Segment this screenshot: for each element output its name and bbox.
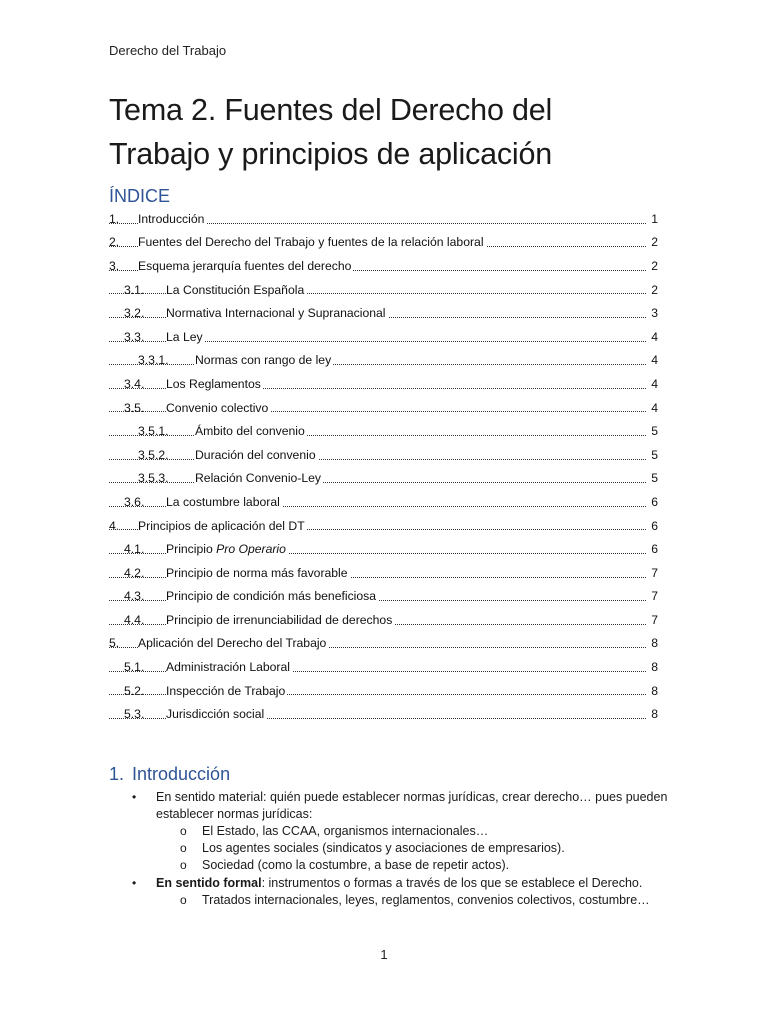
toc-entry[interactable] <box>109 372 658 396</box>
toc-entry-number: 3.3. <box>124 329 145 344</box>
toc-entry-number: 3.1. <box>124 282 145 297</box>
toc-entry-number: 4. <box>109 518 120 533</box>
toc-entry-page-number: 1 <box>651 211 658 226</box>
toc-entry-page-number: 4 <box>651 329 658 344</box>
sub-bullet-item <box>156 840 670 857</box>
toc-entry-page-number: 3 <box>651 306 658 321</box>
toc-entry[interactable] <box>109 207 658 231</box>
toc-entry-page-number: 2 <box>651 282 658 297</box>
toc-entry-label-text: Duración del convenio <box>195 447 316 462</box>
toc-entry[interactable] <box>109 231 658 255</box>
toc-entry[interactable] <box>109 585 658 609</box>
toc-entry-label[interactable] <box>138 636 328 650</box>
toc-entry-label-text: Introducción <box>138 211 205 226</box>
bullet-item <box>130 789 670 874</box>
toc-entry-number: 3.5.1. <box>138 424 169 439</box>
table-of-contents <box>109 207 658 726</box>
toc-entry-label[interactable] <box>195 448 318 462</box>
bullet-icon: • <box>132 876 137 890</box>
toc-entry-label[interactable] <box>166 660 292 674</box>
toc-entry-number: 4.1. <box>124 542 145 557</box>
title-line-2: Trabajo y principios de aplicación <box>109 137 553 171</box>
page-title <box>109 88 669 176</box>
toc-entry-label-text: Normas con rango de ley <box>195 353 332 368</box>
toc-entry[interactable] <box>109 632 658 656</box>
sub-bullet-list <box>156 823 670 874</box>
toc-entry-number: 3.2. <box>124 306 145 321</box>
bullet-item <box>130 875 670 909</box>
toc-entry-number: 5.2. <box>124 683 145 698</box>
toc-entry-label-text: Principio de irrenunciabilidad de derechos <box>166 612 393 627</box>
toc-entry-number: 3.5. <box>124 400 145 415</box>
introduction-bullet-list <box>130 789 670 910</box>
toc-entry-label-text: Principio <box>166 542 217 557</box>
toc-entry-label-text: Normativa Internacional y Supranacional <box>166 306 386 321</box>
toc-entry-label-text: Los Reglamentos <box>166 376 261 391</box>
bullet-icon: • <box>132 790 137 804</box>
toc-entry-number: 4.3. <box>124 589 145 604</box>
toc-entry-label-text: La costumbre laboral <box>166 494 280 509</box>
bullet-text: En sentido material: quién puede establecer normas jurídicas, crear derecho… pues pueden establecer normas jurídicas: <box>156 790 668 821</box>
toc-entry-label[interactable] <box>166 566 350 580</box>
toc-entry-label[interactable] <box>166 613 394 627</box>
toc-entry-label[interactable] <box>166 542 288 556</box>
toc-entry-number: 3.5.2. <box>138 447 169 462</box>
toc-entry-page-number: 8 <box>651 683 658 698</box>
sub-bullet-text: Los agentes sociales (sindicatos y asociaciones de empresarios). <box>202 841 565 855</box>
section-heading-introduccion <box>109 764 230 785</box>
sub-bullet-list <box>156 892 670 909</box>
toc-entry-label[interactable] <box>138 519 307 533</box>
toc-entry-label[interactable] <box>166 707 266 721</box>
toc-entry-page-number: 7 <box>651 589 658 604</box>
toc-entry-page-number: 2 <box>651 258 658 273</box>
sub-bullet-text: Tratados internacionales, leyes, reglamentos, convenios colectivos, costumbre… <box>202 893 650 907</box>
toc-entry-label-text: Convenio colectivo <box>166 400 269 415</box>
sub-bullet-text: El Estado, las CCAA, organismos internacionales… <box>202 824 489 838</box>
bullet-text: : instrumentos o formas a través de los que se establece el Derecho. <box>261 876 643 890</box>
toc-entry[interactable] <box>109 349 658 373</box>
toc-entry-page-number: 6 <box>651 518 658 533</box>
toc-entry-number: 4.4. <box>124 612 145 627</box>
toc-entry-page-number: 8 <box>651 660 658 675</box>
toc-entry-page-number: 4 <box>651 400 658 415</box>
toc-entry-number: 3.5.3. <box>138 471 169 486</box>
toc-dot-leader <box>109 364 646 365</box>
section-title: Introducción <box>132 764 231 784</box>
sub-bullet-item <box>156 823 670 840</box>
toc-entry[interactable] <box>109 325 658 349</box>
toc-entry-label-text: Esquema jerarquía fuentes del derecho <box>138 258 352 273</box>
toc-entry-page-number: 4 <box>651 353 658 368</box>
toc-entry-page-number: 5 <box>651 447 658 462</box>
toc-entry[interactable] <box>109 655 658 679</box>
toc-entry-number: 3.6. <box>124 494 145 509</box>
toc-entry-number: 3. <box>109 258 120 273</box>
circle-bullet-icon: o <box>180 858 187 872</box>
toc-entry[interactable] <box>109 702 658 726</box>
toc-entry-label-text: Ámbito del convenio <box>195 424 305 439</box>
toc-entry-label-text: Jurisdicción social <box>166 707 265 722</box>
toc-entry-page-number: 7 <box>651 565 658 580</box>
sub-bullet-text: Sociedad (como la costumbre, a base de repetir actos). <box>202 858 510 872</box>
toc-entry[interactable] <box>109 679 658 703</box>
circle-bullet-icon: o <box>180 841 187 855</box>
toc-entry-label[interactable] <box>166 377 263 391</box>
toc-entry-label-text: Fuentes del Derecho del Trabajo y fuentes de la relación laboral <box>138 235 484 250</box>
toc-entry-label-italic: Pro Operario <box>216 542 286 557</box>
toc-entry[interactable] <box>109 514 658 538</box>
toc-entry-label[interactable] <box>166 283 306 297</box>
toc-entry-page-number: 2 <box>651 235 658 250</box>
toc-entry-page-number: 5 <box>651 471 658 486</box>
toc-entry[interactable] <box>109 537 658 561</box>
toc-entry-label[interactable] <box>138 235 486 249</box>
toc-entry[interactable] <box>109 443 658 467</box>
toc-entry[interactable] <box>109 490 658 514</box>
toc-entry-label[interactable] <box>138 259 353 273</box>
toc-entry-label-text: Administración Laboral <box>166 660 290 675</box>
toc-entry[interactable] <box>109 561 658 585</box>
toc-entry-page-number: 7 <box>651 612 658 627</box>
toc-entry-number: 3.4. <box>124 376 145 391</box>
toc-entry-number: 3.3.1. <box>138 353 169 368</box>
toc-entry-number: 5.1. <box>124 660 145 675</box>
toc-entry-label-text: Inspección de Trabajo <box>166 683 286 698</box>
toc-entry-number: 1. <box>109 211 120 226</box>
toc-entry-label[interactable] <box>195 353 333 367</box>
page-number: 1 <box>380 947 388 962</box>
toc-entry-label[interactable] <box>166 330 205 344</box>
toc-entry-label[interactable] <box>166 495 282 509</box>
toc-entry-page-number: 8 <box>651 636 658 651</box>
toc-dot-leader <box>109 482 646 483</box>
toc-heading: ÍNDICE <box>109 186 171 206</box>
toc-entry-label[interactable] <box>166 401 270 415</box>
toc-entry-label-text: La Ley <box>166 329 203 344</box>
toc-entry-page-number: 6 <box>651 542 658 557</box>
toc-entry-label[interactable] <box>195 471 323 485</box>
toc-entry-label-text: Aplicación del Derecho del Trabajo <box>138 636 327 651</box>
running-header: Derecho del Trabajo <box>109 43 227 58</box>
toc-entry-label[interactable] <box>166 306 388 320</box>
toc-entry-label-text: Relación Convenio-Ley <box>195 471 322 486</box>
toc-entry-label-text: Principios de aplicación del DT <box>138 518 305 533</box>
title-line-1: Tema 2. Fuentes del Derecho del <box>109 93 553 127</box>
toc-entry-label[interactable] <box>166 589 378 603</box>
toc-entry[interactable] <box>109 608 658 632</box>
toc-entry[interactable] <box>109 467 658 491</box>
toc-entry-label[interactable] <box>195 424 307 438</box>
sub-bullet-item <box>156 857 670 874</box>
circle-bullet-icon: o <box>180 824 187 838</box>
toc-entry-page-number: 6 <box>651 494 658 509</box>
section-number: 1. <box>109 764 125 784</box>
toc-entry[interactable] <box>109 419 658 443</box>
toc-entry-number: 5.3. <box>124 707 145 722</box>
toc-entry[interactable] <box>109 396 658 420</box>
toc-entry-label[interactable] <box>138 212 206 226</box>
toc-entry-number: 4.2. <box>124 565 145 580</box>
toc-entry-label-text: Principio de condición más beneficiosa <box>166 589 377 604</box>
toc-entry-label-text: Principio de norma más favorable <box>166 565 348 580</box>
toc-entry-page-number: 5 <box>651 424 658 439</box>
toc-entry[interactable] <box>109 278 658 302</box>
toc-dot-leader <box>109 459 646 460</box>
toc-entry-label-text: La Constitución Española <box>166 282 305 297</box>
toc-dot-leader <box>109 435 646 436</box>
toc-entry-number: 5. <box>109 636 120 651</box>
sub-bullet-item <box>156 892 670 909</box>
bullet-bold-term: En sentido formal <box>156 876 262 890</box>
toc-entry-page-number: 4 <box>651 376 658 391</box>
toc-entry-page-number: 8 <box>651 707 658 722</box>
toc-entry-number: 2. <box>109 235 120 250</box>
toc-entry[interactable] <box>109 254 658 278</box>
circle-bullet-icon: o <box>180 893 187 907</box>
toc-entry[interactable] <box>109 301 658 325</box>
toc-entry-label[interactable] <box>166 684 287 698</box>
